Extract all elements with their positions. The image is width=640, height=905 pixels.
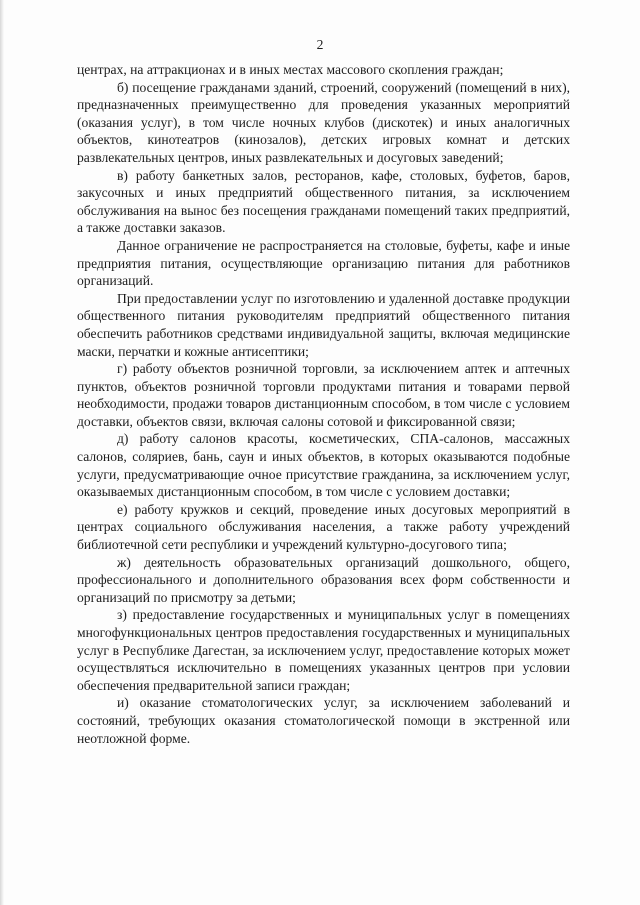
page-number: 2: [316, 37, 324, 52]
paragraph-exception: Данное ограничение не распространяется на столовые, буфеты, кафе и иные предприятия питания, осуществляющие организацию питания для работников организаций.: [77, 237, 570, 289]
paragraph-item-i: и) оказание стоматологических услуг, за исключением заболеваний и состояний, требующих оказания стоматологической помощи в экстренной или неотложной форме.: [77, 695, 570, 746]
scan-edge-shadow: [0, 0, 4, 905]
paragraph-delivery: При предоставлении услуг по изготовлению и удаленной доставке продукции общественного питания руководителям предприятий общественного питания обеспечить работников средствами индивидуальной защиты, включая медицинские маски, перчатки и кожные антисептики;: [77, 290, 570, 359]
document-body: [77, 61, 570, 747]
paragraph-item-b: б) посещение гражданами зданий, строений, сооружений (помещений в них), предназначенных преимущественно для проведения указанных мероприятий (оказания услуг), в том числе ночных клубов (дискотек) и иных аналогичных объектов, кинотеатров (кинозалов), детских игровых комнат и детских развлекательных центров, иных развлекательных и досуговых заведений;: [77, 79, 570, 165]
paragraph-item-zh: ж) деятельность образовательных организаций дошкольного, общего, профессионального и дополнительного образования всех форм собственности и организаций по присмотру за детьми;: [77, 554, 570, 605]
paragraph-continuation: центрах, на аттракционах и в иных местах массового скопления граждан;: [77, 62, 504, 77]
paragraph-item-e: е) работу кружков и секций, проведение иных досуговых мероприятий в центрах социального обслуживания населения, а также работу учреждений библиотечной сети республики и учреждений культурно-досугового типа;: [77, 501, 570, 553]
paragraph-item-z: з) предоставление государственных и муниципальных услуг в помещениях многофункциональных центров предоставления государственных и муниципальных услуг в Республике Дагестан, за исключением услуг, предоставление которых может осуществляться исключительно в помещениях указанных центров при условии обеспечения предварительной записи граждан;: [77, 607, 570, 693]
paragraph-item-v: в) работу банкетных залов, ресторанов, кафе, столовых, буфетов, баров, закусочных и иных предприятий общественного питания, за исключением обслуживания на вынос без посещения гражданами помещений таких предприятий, а также доставки заказов.: [77, 167, 570, 236]
paragraph-item-g: г) работу объектов розничной торговли, за исключением аптек и аптечных пунктов, объектов розничной торговли продуктами питания и товарами первой необходимости, продажи товаров дистанционным способом, в том числе с условием доставки, объектов связи, включая салоны сотовой и фиксированной связи;: [77, 361, 570, 429]
paragraph-item-d: д) работу салонов красоты, косметических, СПА-салонов, массажных салонов, соляриев, бань, саун и иных объектов, в которых оказываются подобные услуги, предусматривающие очное присутствие гражданина, за исключением услуг, оказываемых дистанционным способом, в том числе с условием доставки;: [77, 431, 570, 500]
